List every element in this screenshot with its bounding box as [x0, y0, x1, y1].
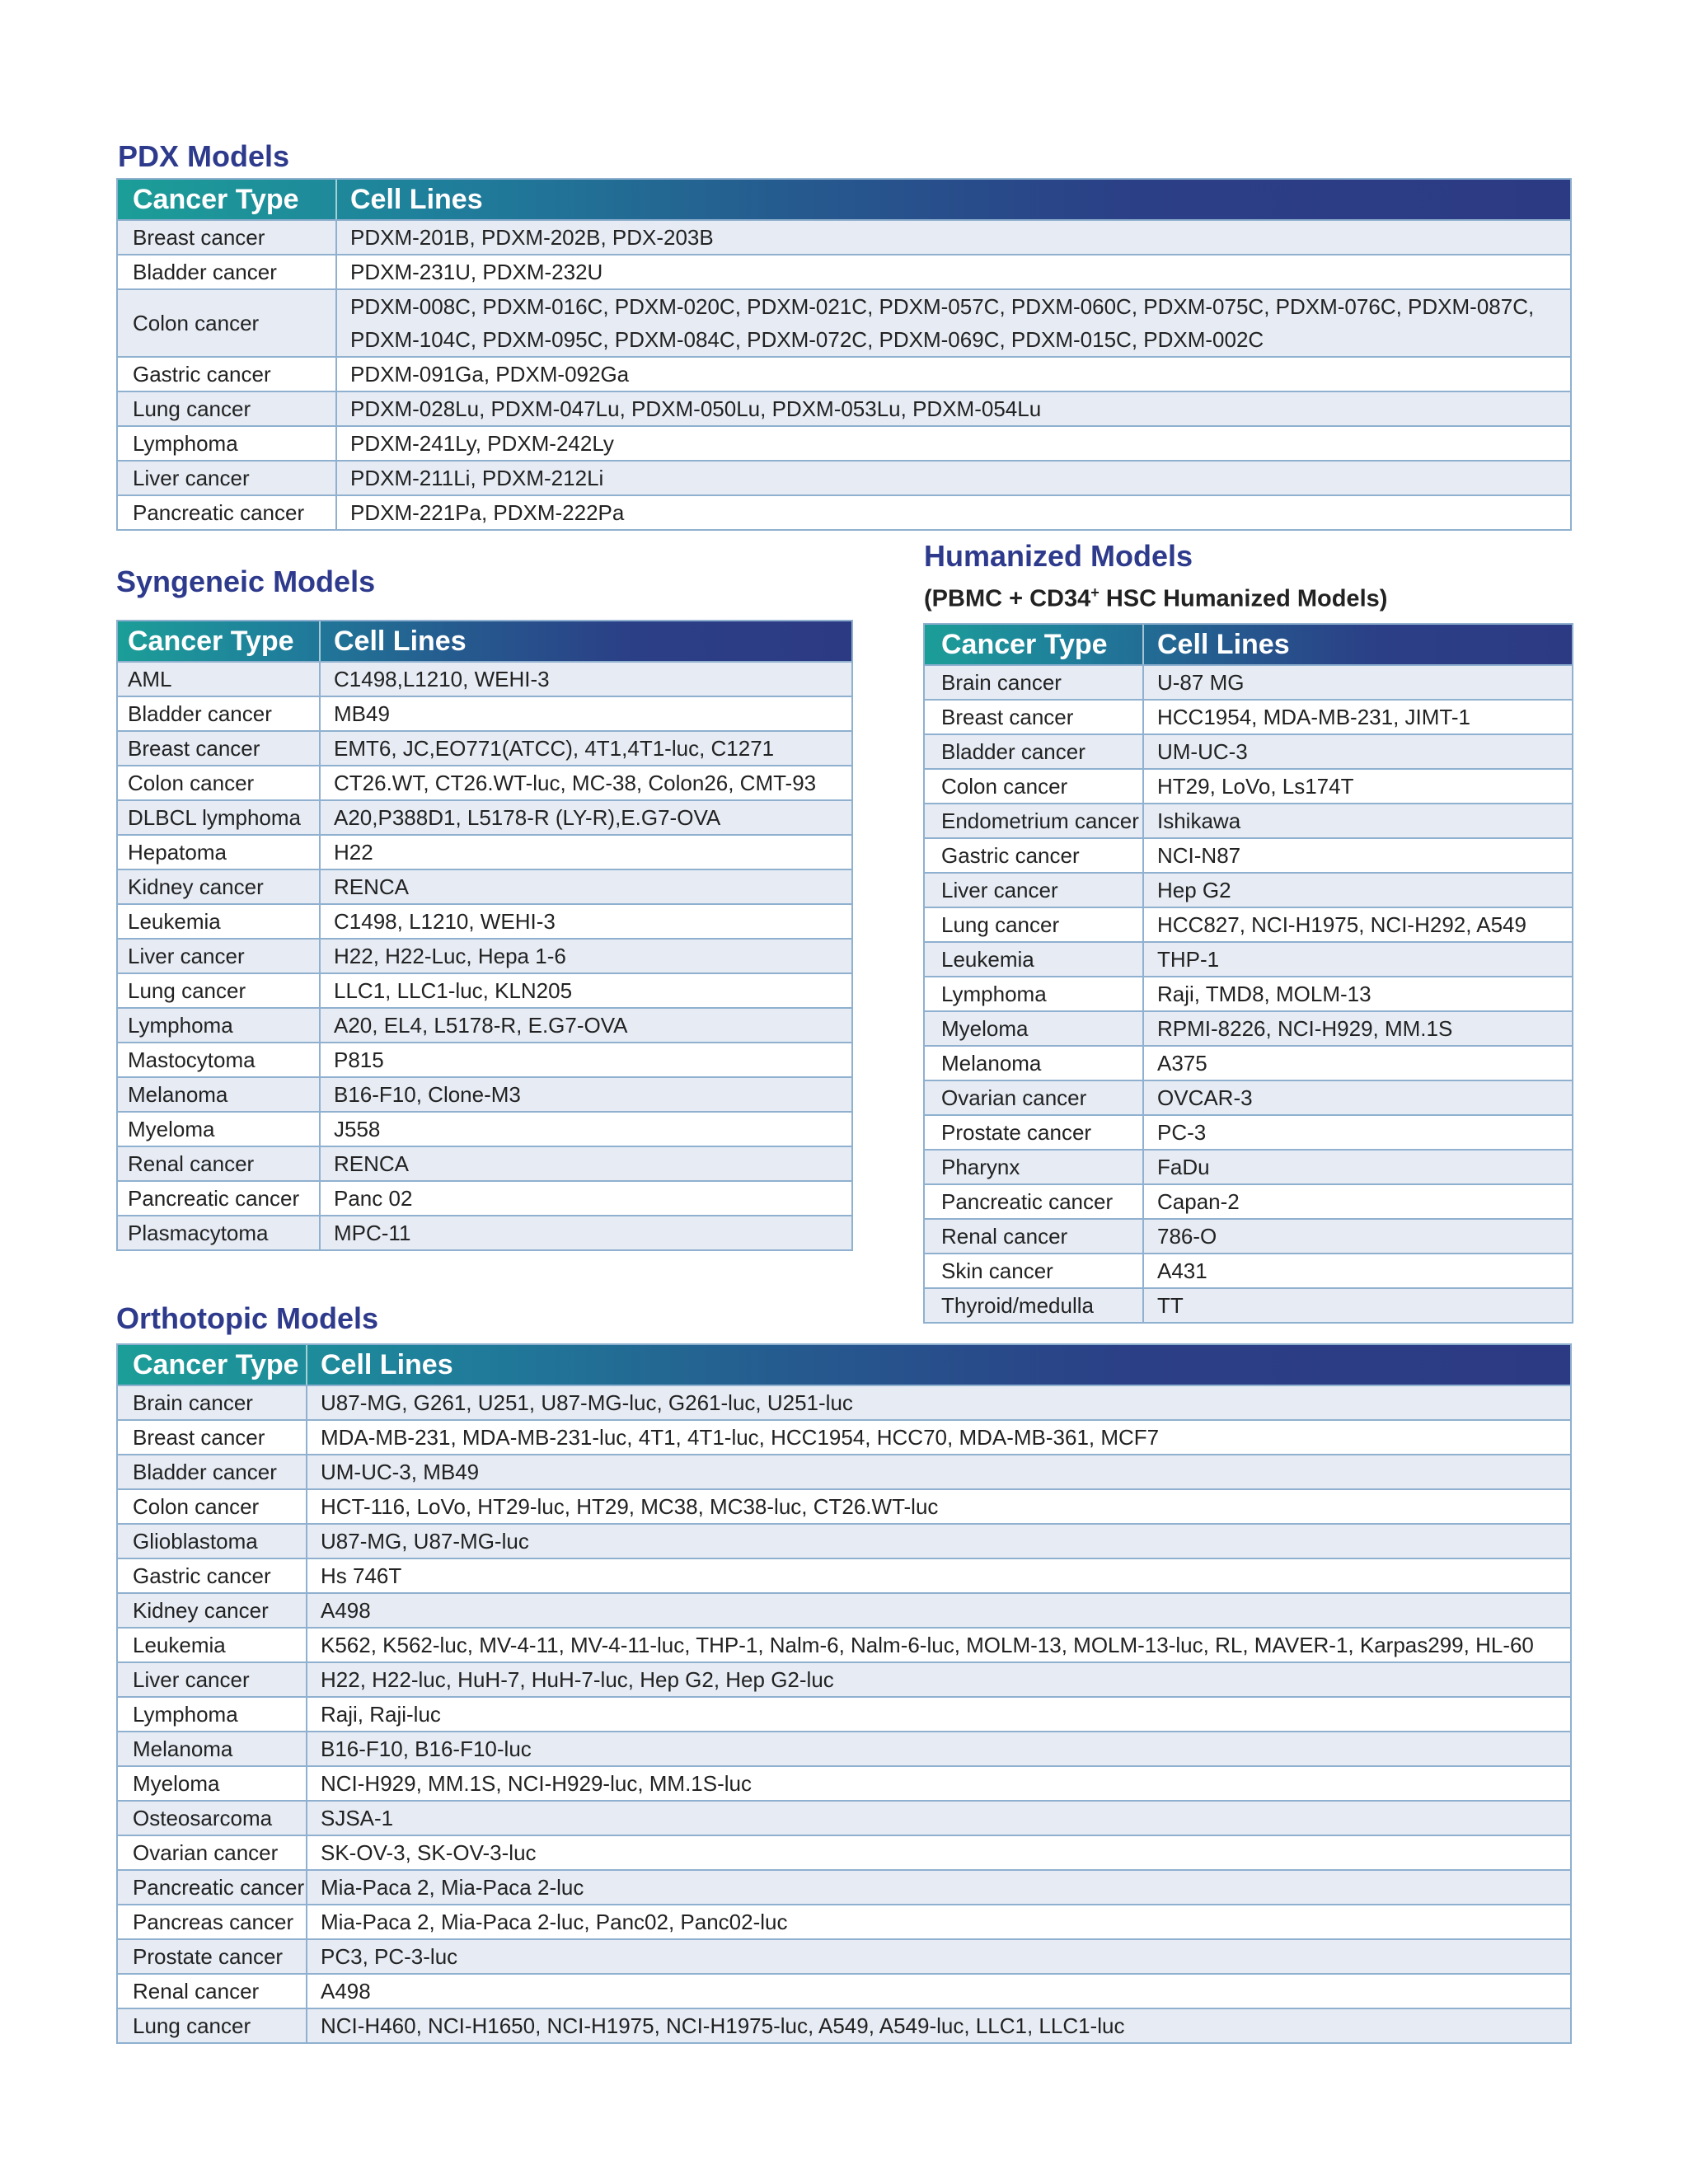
cancer-type-cell: Lung cancer — [128, 977, 246, 1003]
table-row — [925, 872, 1572, 907]
cell-lines-cell: PDXM-091Ga, PDXM-092Ga — [335, 358, 1570, 391]
cell-lines-cell: PDXM-201B, PDXM-202B, PDX-203B — [335, 221, 1570, 254]
syngeneic-col-cancer-type: Cancer Type — [128, 625, 294, 657]
cell-lines-cell: MDA-MB-231, MDA-MB-231-luc, 4T1, 4T1-luc, HCC1954, HCC70, MDA-MB-361, MCF7 — [306, 1421, 1570, 1454]
table-row — [925, 699, 1572, 733]
table-row — [118, 288, 1570, 356]
table-row — [118, 1938, 1570, 1973]
humanized-col-cell-lines: Cell Lines — [1142, 625, 1290, 664]
cell-lines-cell: MPC-11 — [319, 1216, 851, 1249]
humanized-title: Humanized Models — [924, 539, 1193, 573]
cell-lines-cell: CT26.WT, CT26.WT-luc, MC-38, Colon26, CMT-93 — [319, 766, 851, 799]
cancer-type-cell: Lymphoma — [128, 1012, 233, 1038]
cancer-type-cell: Colon cancer — [133, 1493, 260, 1519]
cell-lines-cell: RENCA — [319, 870, 851, 903]
table-row — [118, 661, 851, 696]
cell-lines-cell: A20, EL4, L5178-R, E.G7-OVA — [319, 1009, 851, 1042]
table-row — [118, 972, 851, 1007]
table-row — [118, 1869, 1570, 1904]
cancer-type-cell: Colon cancer — [128, 770, 255, 795]
table-row — [118, 834, 851, 869]
cell-lines-cell: A375 — [1142, 1047, 1572, 1080]
cancer-type-cell: Renal cancer — [941, 1223, 1068, 1249]
cancer-type-cell: AML — [128, 666, 172, 691]
table-row — [118, 460, 1570, 494]
table-row — [118, 1523, 1570, 1558]
table-row — [118, 765, 851, 799]
cancer-type-cell: Gastric cancer — [133, 1563, 271, 1588]
cell-lines-cell: B16-F10, Clone-M3 — [319, 1078, 851, 1111]
orthotopic-title: Orthotopic Models — [116, 1301, 378, 1335]
table-row — [118, 938, 851, 972]
pdx-title: PDX Models — [118, 139, 290, 173]
cancer-type-cell: Liver cancer — [133, 465, 250, 490]
cancer-type-cell: Liver cancer — [133, 1666, 250, 1692]
cancer-type-cell: Kidney cancer — [128, 874, 264, 899]
cell-lines-cell: U-87 MG — [1142, 666, 1572, 699]
cell-lines-cell: P815 — [319, 1043, 851, 1076]
cell-lines-cell: Hep G2 — [1142, 874, 1572, 907]
cancer-type-cell: Lymphoma — [133, 430, 238, 456]
syngeneic-title: Syngeneic Models — [116, 565, 376, 598]
pdx-col-cancer-type: Cancer Type — [133, 183, 299, 215]
table-row — [118, 1146, 851, 1180]
cancer-type-cell: Plasmacytoma — [128, 1220, 269, 1245]
cell-lines-cell: TT — [1142, 1289, 1572, 1322]
cell-lines-cell: Panc 02 — [319, 1182, 851, 1215]
cell-lines-cell: RPMI-8226, NCI-H929, MM.1S — [1142, 1012, 1572, 1045]
cell-lines-cell: J558 — [319, 1113, 851, 1146]
cancer-type-cell: Lung cancer — [133, 396, 251, 421]
cancer-type-cell: Breast cancer — [128, 735, 260, 761]
cancer-type-cell: Bladder cancer — [941, 738, 1085, 764]
table-row — [925, 768, 1572, 803]
cell-lines-cell: FaDu — [1142, 1151, 1572, 1183]
humanized-subtitle-sup: + — [1090, 584, 1100, 601]
cell-lines-cell: RENCA — [319, 1147, 851, 1180]
cancer-type-cell: Breast cancer — [941, 704, 1074, 729]
table-row — [118, 1765, 1570, 1800]
humanized-subtitle-prefix: (PBMC + CD34 — [924, 585, 1091, 612]
table-row — [118, 1800, 1570, 1835]
orthotopic-rows — [118, 1385, 1570, 2042]
cancer-type-cell: Mastocytoma — [128, 1047, 256, 1072]
cell-lines-cell: PC3, PC-3-luc — [306, 1940, 1570, 1973]
humanized-col-cancer-type: Cancer Type — [941, 628, 1108, 660]
table-row — [925, 1253, 1572, 1287]
table-row — [925, 1149, 1572, 1183]
cell-lines-cell: PDXM-008C, PDXM-016C, PDXM-020C, PDXM-021C, PDXM-057C, PDXM-060C, PDXM-075C, PDXM-076C, PDXM-087C, PDXM-104C, PDXM-095C, PDXM-084C, PDXM-072C, PDXM-069C, PDXM-015C, PDXM-002C — [335, 290, 1570, 356]
humanized-rows — [925, 664, 1572, 1322]
cell-lines-cell: Hs 746T — [306, 1559, 1570, 1592]
cancer-type-cell: Leukemia — [133, 1632, 226, 1657]
cancer-type-cell: Breast cancer — [133, 1424, 265, 1450]
cell-lines-cell: A431 — [1142, 1254, 1572, 1287]
cancer-type-cell: Myeloma — [941, 1015, 1029, 1041]
syngeneic-table — [116, 620, 853, 1251]
table-row — [118, 1007, 851, 1042]
table-row — [118, 1973, 1570, 2008]
cancer-type-cell: Bladder cancer — [128, 701, 272, 726]
cancer-type-cell: Glioblastoma — [133, 1528, 258, 1554]
humanized-table — [923, 623, 1573, 1324]
cancer-type-cell: Pancreas cancer — [133, 1909, 294, 1934]
table-row — [118, 1215, 851, 1249]
cancer-type-cell: Pancreatic cancer — [133, 499, 305, 525]
cancer-type-cell: Colon cancer — [941, 773, 1068, 799]
cancer-type-cell: Bladder cancer — [133, 259, 277, 284]
cancer-type-cell: Endometrium cancer — [941, 808, 1139, 833]
table-row — [925, 1218, 1572, 1253]
table-row — [118, 1454, 1570, 1488]
orthotopic-table-header — [118, 1345, 1570, 1385]
table-row — [118, 356, 1570, 391]
cell-lines-cell: LLC1, LLC1-luc, KLN205 — [319, 974, 851, 1007]
orthotopic-col-cancer-type: Cancer Type — [133, 1348, 299, 1380]
cell-lines-cell: HCC1954, MDA-MB-231, JIMT-1 — [1142, 701, 1572, 733]
table-row — [925, 1114, 1572, 1149]
cell-lines-cell: Mia-Paca 2, Mia-Paca 2-luc, Panc02, Panc02-luc — [306, 1905, 1570, 1938]
cell-lines-cell: A20,P388D1, L5178-R (LY-R),E.G7-OVA — [319, 801, 851, 834]
cell-lines-cell: Ishikawa — [1142, 804, 1572, 837]
table-row — [925, 941, 1572, 976]
cancer-type-cell: Leukemia — [941, 946, 1034, 972]
cell-lines-cell: C1498,L1210, WEHI-3 — [319, 663, 851, 696]
table-row — [118, 1835, 1570, 1869]
humanized-subtitle-suffix: HSC Humanized Models) — [1099, 585, 1388, 612]
pdx-table — [116, 178, 1572, 531]
cell-lines-cell: Raji, TMD8, MOLM-13 — [1142, 977, 1572, 1010]
cell-lines-cell: B16-F10, B16-F10-luc — [306, 1732, 1570, 1765]
cell-lines-cell: 786-O — [1142, 1220, 1572, 1253]
table-row — [118, 1627, 1570, 1661]
cell-lines-cell: NCI-N87 — [1142, 839, 1572, 872]
cell-lines-cell: PDXM-221Pa, PDXM-222Pa — [335, 496, 1570, 529]
cancer-type-cell: Prostate cancer — [941, 1119, 1092, 1145]
table-row — [118, 1111, 851, 1146]
humanized-subtitle — [924, 579, 1387, 613]
table-row — [118, 903, 851, 938]
orthotopic-col-cell-lines: Cell Lines — [306, 1345, 453, 1385]
table-row — [118, 1042, 851, 1076]
cell-lines-cell: H22, H22-luc, HuH-7, HuH-7-luc, Hep G2, Hep G2-luc — [306, 1663, 1570, 1696]
cancer-type-cell: Melanoma — [941, 1050, 1042, 1076]
cancer-type-cell: Osteosarcoma — [133, 1805, 273, 1830]
cancer-type-cell: Pharynx — [941, 1154, 1020, 1179]
cell-lines-cell: Raji, Raji-luc — [306, 1698, 1570, 1731]
cell-lines-cell: THP-1 — [1142, 943, 1572, 976]
table-row — [925, 837, 1572, 872]
table-row — [118, 391, 1570, 425]
table-row — [925, 907, 1572, 941]
cell-lines-cell: NCI-H929, MM.1S, NCI-H929-luc, MM.1S-luc — [306, 1767, 1570, 1800]
cancer-type-cell: Renal cancer — [133, 1978, 260, 2004]
cancer-type-cell: Lung cancer — [941, 912, 1060, 937]
cell-lines-cell: H22 — [319, 836, 851, 869]
cancer-type-cell: Lymphoma — [133, 1701, 238, 1727]
cancer-type-cell: Liver cancer — [128, 943, 245, 968]
cell-lines-cell: A498 — [306, 1975, 1570, 2008]
table-row — [118, 1558, 1570, 1592]
cell-lines-cell: UM-UC-3, MB49 — [306, 1455, 1570, 1488]
orthotopic-table — [116, 1343, 1572, 2044]
cancer-type-cell: Prostate cancer — [133, 1943, 284, 1969]
cancer-type-cell: Brain cancer — [941, 669, 1062, 695]
table-row — [118, 219, 1570, 254]
table-row — [118, 1696, 1570, 1731]
cell-lines-cell: HT29, LoVo, Ls174T — [1142, 770, 1572, 803]
table-row — [118, 869, 851, 903]
cell-lines-cell: U87-MG, U87-MG-luc — [306, 1525, 1570, 1558]
pdx-col-cell-lines: Cell Lines — [335, 180, 483, 219]
cancer-type-cell: Myeloma — [128, 1116, 215, 1141]
cancer-type-cell: Hepatoma — [128, 839, 227, 865]
cancer-type-cell: Renal cancer — [128, 1151, 255, 1176]
cancer-type-cell: Pancreatic cancer — [128, 1185, 300, 1211]
table-row — [118, 1592, 1570, 1627]
cell-lines-cell: PDXM-241Ly, PDXM-242Ly — [335, 427, 1570, 460]
cell-lines-cell: EMT6, JC,EO771(ATCC), 4T1,4T1-luc, C1271 — [319, 732, 851, 765]
table-row — [925, 1010, 1572, 1045]
cell-lines-cell: PDXM-028Lu, PDXM-047Lu, PDXM-050Lu, PDXM-053Lu, PDXM-054Lu — [335, 392, 1570, 425]
cell-lines-cell: NCI-H460, NCI-H1650, NCI-H1975, NCI-H1975-luc, A549, A549-luc, LLC1, LLC1-luc — [306, 2009, 1570, 2042]
cancer-type-cell: DLBCL lymphoma — [128, 804, 302, 830]
table-row — [118, 1904, 1570, 1938]
table-row — [925, 1287, 1572, 1322]
cancer-type-cell: Pancreatic cancer — [941, 1188, 1114, 1214]
cell-lines-cell: Capan-2 — [1142, 1185, 1572, 1218]
table-row — [118, 1076, 851, 1111]
cell-lines-cell: H22, H22-Luc, Hepa 1-6 — [319, 940, 851, 972]
cell-lines-cell: PDXM-211Li, PDXM-212Li — [335, 462, 1570, 494]
syngeneic-rows — [118, 661, 851, 1249]
cancer-type-cell: Myeloma — [133, 1770, 220, 1796]
cancer-type-cell: Melanoma — [128, 1081, 228, 1107]
cell-lines-cell: OVCAR-3 — [1142, 1081, 1572, 1114]
cancer-type-cell: Lymphoma — [941, 981, 1047, 1006]
table-row — [925, 1045, 1572, 1080]
cell-lines-cell: HCC827, NCI-H1975, NCI-H292, A549 — [1142, 908, 1572, 941]
cancer-type-cell: Thyroid/medulla — [941, 1292, 1094, 1318]
table-row — [118, 425, 1570, 460]
cancer-type-cell: Ovarian cancer — [133, 1840, 279, 1865]
table-row — [118, 254, 1570, 288]
cell-lines-cell: SJSA-1 — [306, 1802, 1570, 1835]
table-row — [118, 1661, 1570, 1696]
table-row — [925, 1080, 1572, 1114]
cancer-type-cell: Liver cancer — [941, 877, 1058, 902]
table-row — [118, 799, 851, 834]
cancer-type-cell: Brain cancer — [133, 1390, 253, 1415]
cell-lines-cell: UM-UC-3 — [1142, 735, 1572, 768]
cell-lines-cell: C1498, L1210, WEHI-3 — [319, 905, 851, 938]
cancer-type-cell: Leukemia — [128, 908, 221, 934]
cancer-type-cell: Melanoma — [133, 1736, 233, 1761]
cell-lines-cell: PC-3 — [1142, 1116, 1572, 1149]
humanized-table-header — [925, 625, 1572, 664]
table-row — [925, 733, 1572, 768]
table-row — [118, 696, 851, 730]
cancer-type-cell: Ovarian cancer — [941, 1085, 1087, 1110]
syngeneic-col-cell-lines: Cell Lines — [319, 621, 467, 661]
cancer-type-cell: Lung cancer — [133, 2013, 251, 2038]
table-row — [118, 1488, 1570, 1523]
table-row — [925, 664, 1572, 699]
table-row — [925, 976, 1572, 1010]
table-row — [118, 730, 851, 765]
table-row — [925, 1183, 1572, 1218]
table-row — [118, 1180, 851, 1215]
cell-lines-cell: U87-MG, G261, U251, U87-MG-luc, G261-luc, U251-luc — [306, 1386, 1570, 1419]
table-row — [118, 2008, 1570, 2042]
cancer-type-cell: Skin cancer — [941, 1258, 1053, 1283]
cell-lines-cell: MB49 — [319, 697, 851, 730]
cell-lines-cell: A498 — [306, 1594, 1570, 1627]
cancer-type-cell: Gastric cancer — [941, 842, 1080, 868]
cell-lines-cell: K562, K562-luc, MV-4-11, MV-4-11-luc, THP-1, Nalm-6, Nalm-6-luc, MOLM-13, MOLM-13-luc, RL, MAVER-1, Karpas299, HL-60 — [306, 1629, 1570, 1661]
pdx-rows — [118, 219, 1570, 529]
table-row — [118, 1731, 1570, 1765]
table-row — [118, 1419, 1570, 1454]
cell-lines-cell: SK-OV-3, SK-OV-3-luc — [306, 1836, 1570, 1869]
cancer-type-cell: Gastric cancer — [133, 361, 271, 387]
cancer-type-cell: Bladder cancer — [133, 1459, 277, 1484]
table-row — [118, 494, 1570, 529]
cancer-type-cell: Colon cancer — [133, 310, 260, 335]
cancer-type-cell: Kidney cancer — [133, 1597, 269, 1623]
table-row — [118, 1385, 1570, 1419]
cell-lines-cell: Mia-Paca 2, Mia-Paca 2-luc — [306, 1871, 1570, 1904]
cancer-type-cell: Breast cancer — [133, 224, 265, 250]
syngeneic-table-header — [118, 621, 851, 661]
pdx-table-header — [118, 180, 1570, 219]
cell-lines-cell: PDXM-231U, PDXM-232U — [335, 255, 1570, 288]
table-row — [925, 803, 1572, 837]
cancer-type-cell: Pancreatic cancer — [133, 1874, 305, 1900]
cell-lines-cell: HCT-116, LoVo, HT29-luc, HT29, MC38, MC38-luc, CT26.WT-luc — [306, 1490, 1570, 1523]
